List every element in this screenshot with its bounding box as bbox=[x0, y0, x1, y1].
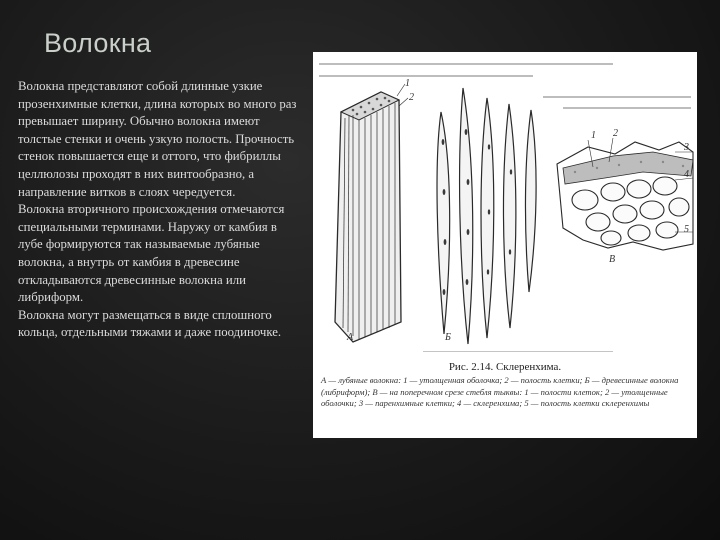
callout-v-2: 2 bbox=[613, 128, 618, 139]
callout-v-1: 1 bbox=[591, 130, 596, 141]
figure-caption-title: Рис. 2.14. Склеренхима. bbox=[448, 361, 562, 373]
figure-legend: А — лубяные волокна: 1 — утолщенная оболочка; 2 — полость клетки; Б — древесинные волокна (либриформ); В — на поперечном срезе стебля тыквы: 1 — полости клеток; 2 — утолщенные оболочки; 3 — паренхимные клетки; 4 — склеренхима; 5 — полость клетки склеренхимы bbox=[321, 375, 679, 409]
slide-body-text bbox=[18, 78, 300, 342]
sclerenchyma-illustration bbox=[313, 52, 697, 352]
paragraph-fibers-definition: Волокна представляют собой длинные узкие прозенхимные клетки, длина которых во много раз превышает ширину. Обычно волокна имеют толстые стенки и очень узкую полость. Прочность стенок повышается еще и оттого, что фибриллы целлюлозы проходят в них винтообразно, а направление витков в слоях чередуется. bbox=[18, 79, 297, 199]
slide-title: Волокна bbox=[44, 28, 152, 58]
panel-label-b: Б bbox=[445, 332, 451, 343]
callout-v-5: 5 bbox=[684, 224, 689, 235]
callout-v-4: 4 bbox=[684, 169, 689, 180]
pumpkin-stem-cross-section-drawing bbox=[557, 138, 693, 250]
paragraph-fiber-arrangement: Волокна могут размещаться в виде сплошного кольца, отдельными тяжами и даже поодиночке. bbox=[18, 307, 282, 340]
panel-label-a: А bbox=[347, 332, 354, 343]
panel-label-v: В bbox=[609, 254, 616, 265]
callout-a-1: 1 bbox=[405, 78, 410, 89]
bast-fiber-bundle-drawing bbox=[335, 84, 408, 342]
callout-a-2: 2 bbox=[409, 92, 414, 103]
sclerenchyma-figure bbox=[313, 52, 697, 438]
paragraph-secondary-fibers: Волокна вторичного происхождения отмечаются специальными терминами. Наружу от камбия в лубе формируются так называемые лубяные волокна, а внутрь от камбия в древесине откладываются древесинные волокна или либриформ. bbox=[18, 202, 285, 305]
libriform-fibers-drawing bbox=[437, 88, 536, 344]
callout-v-3: 3 bbox=[684, 142, 689, 153]
